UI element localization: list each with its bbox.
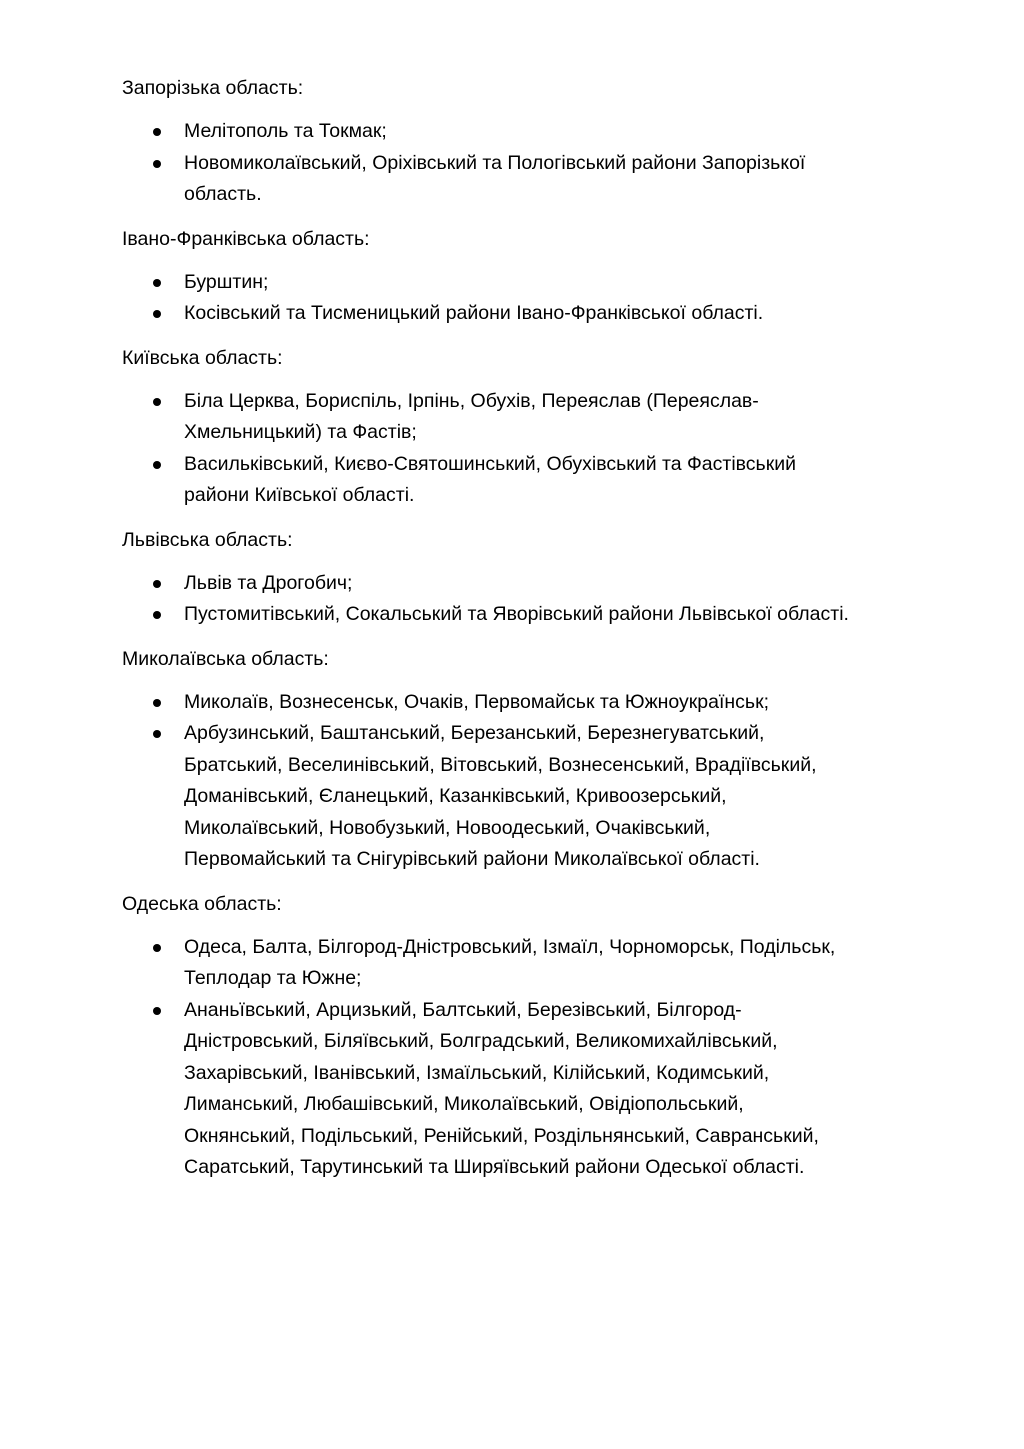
list-item [122, 298, 944, 330]
region-heading: Одеська область: [122, 892, 282, 915]
region-section [122, 223, 944, 330]
list-item-line: райони Київської області. [184, 484, 415, 506]
bullet-icon [153, 699, 161, 707]
list-item-line: Братський, Веселинівський, Вітовський, Вознесенський, Врадіївський, [184, 753, 817, 776]
list-item-line: Одеса, Балта, Білгород-Дністровський, Ізмаїл, Чорноморськ, Подільськ, [184, 935, 836, 958]
list-item-line: Арбузинський, Баштанський, Березанський, Березнегуватський, [184, 722, 765, 744]
list-item [122, 718, 944, 876]
bullet-icon [153, 611, 161, 619]
region-section [122, 888, 944, 1184]
bullet-icon [153, 461, 161, 469]
list-item [122, 116, 944, 148]
bullet-icon [153, 580, 161, 588]
list-item-line: Дністровський, Біляївський, Болградський, Великомихайлівський, [184, 1030, 778, 1052]
bullet-list [122, 932, 944, 1184]
region-heading: Івано-Франківська область: [122, 227, 370, 250]
list-item [122, 386, 944, 449]
bullet-list [122, 386, 944, 512]
bullet-list [122, 116, 944, 211]
list-item-line: Новомиколаївський, Оріхівський та Пологівський райони Запорізької [184, 151, 806, 174]
list-item [122, 995, 944, 1184]
list-item-line: Хмельницький) та Фастів; [184, 421, 417, 443]
list-item-line: Пустомитівський, Сокальський та Яворівський райони Львівської області. [184, 603, 849, 625]
region-section [122, 643, 944, 876]
region-section [122, 524, 944, 631]
list-item-line: Миколаївський, Новобузький, Новоодеський, Очаківський, [184, 816, 711, 839]
bullet-list [122, 687, 944, 876]
list-item [122, 568, 944, 600]
bullet-icon [153, 944, 161, 952]
list-item-line: Саратський, Тарутинський та Ширяївський райони Одеської області. [184, 1156, 805, 1178]
list-item-line: Васильківський, Києво-Святошинський, Обухівський та Фастівський [184, 452, 797, 475]
list-item-line: Захарівський, Іванівський, Ізмаїльський, Кілійський, Кодимський, [184, 1061, 770, 1084]
list-item-line: Теплодар та Южне; [184, 967, 362, 989]
list-item-line: Бурштин; [184, 270, 269, 293]
list-item-line: Львів та Дрогобич; [184, 571, 353, 594]
list-item-line: Ананьївський, Арцизький, Балтський, Березівський, Білгород- [184, 998, 742, 1021]
list-item-line: Біла Церква, Бориспіль, Ірпінь, Обухів, Переяслав (Переяслав- [184, 389, 759, 412]
bullet-icon [153, 279, 161, 287]
region-heading: Миколаївська область: [122, 647, 329, 670]
bullet-list [122, 568, 944, 631]
bullet-icon [153, 398, 161, 406]
list-item [122, 932, 944, 995]
list-item-line: Первомайський та Снігурівський райони Миколаївської області. [184, 848, 760, 870]
list-item [122, 267, 944, 299]
list-item [122, 599, 944, 631]
list-item-line: Окнянський, Подільський, Ренійський, Роздільнянський, Савранський, [184, 1124, 819, 1147]
list-item-line: Косівський та Тисменицький райони Івано-Франківської області. [184, 302, 764, 324]
region-section [122, 72, 944, 211]
bullet-icon [153, 128, 161, 136]
region-heading: Київська область: [122, 346, 283, 369]
list-item-line: Доманівський, Єланецький, Казанківський, Кривоозерський, [184, 785, 727, 807]
bullet-icon [153, 1007, 161, 1015]
list-item-line: Мелітополь та Токмак; [184, 120, 387, 142]
region-heading: Львівська область: [122, 528, 293, 551]
list-item-line: Лиманський, Любашівський, Миколаївський, Овідіопольський, [184, 1093, 744, 1115]
bullet-icon [153, 160, 161, 168]
list-item [122, 148, 944, 211]
list-item-line: Миколаїв, Вознесенськ, Очаків, Первомайськ та Южноукраїнськ; [184, 690, 770, 713]
list-item-line: область. [184, 183, 262, 205]
bullet-list [122, 267, 944, 330]
region-heading: Запорізька область: [122, 77, 304, 99]
bullet-icon [153, 310, 161, 318]
list-item [122, 449, 944, 512]
region-section [122, 342, 944, 512]
bullet-icon [153, 730, 161, 738]
list-item [122, 687, 944, 719]
